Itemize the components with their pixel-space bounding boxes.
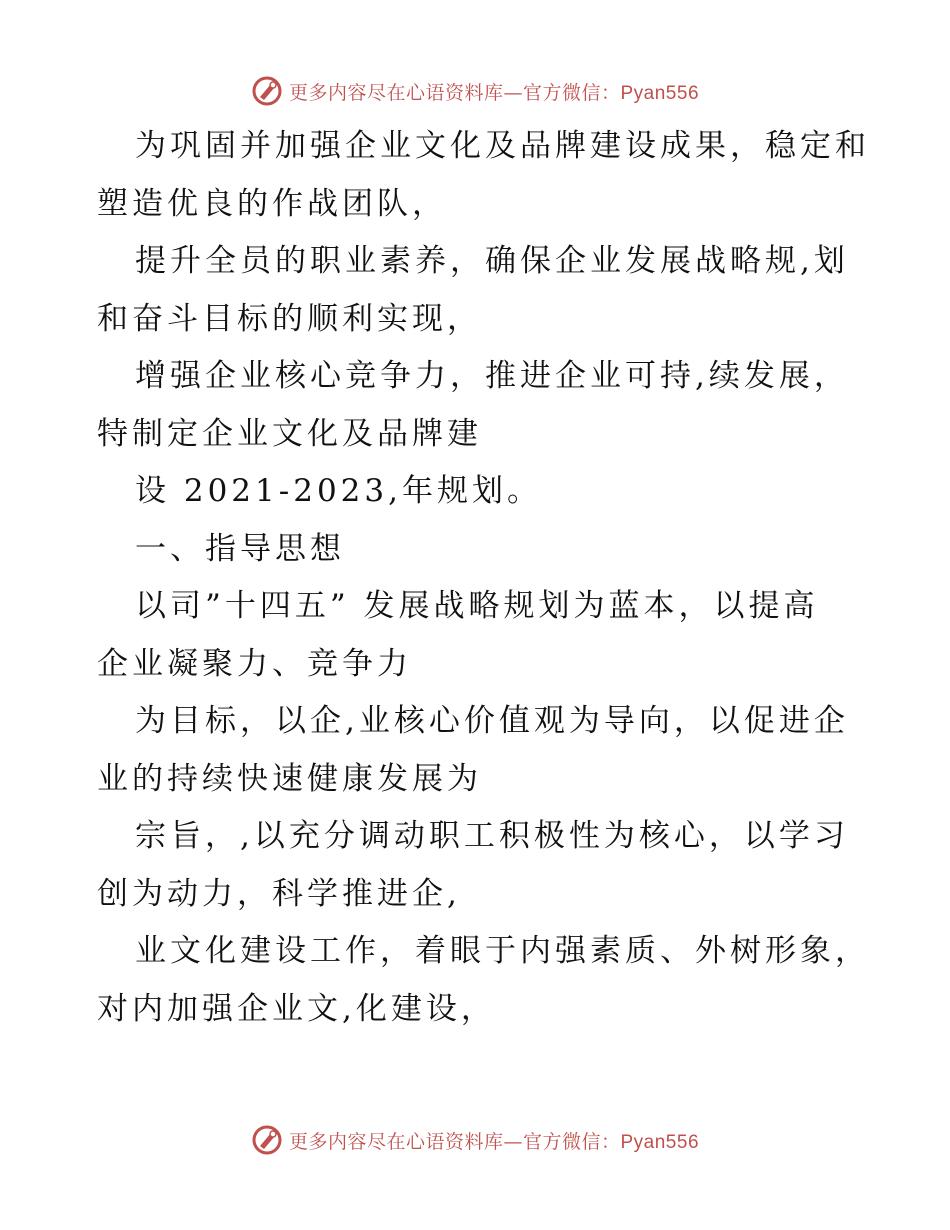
text-line: 企业凝聚力、竞争力 bbox=[97, 645, 412, 682]
text-line: 一、指导思想 bbox=[135, 530, 345, 567]
text-line: 为巩固并加强企业文化及品牌建设成果，稳定和 bbox=[135, 128, 870, 164]
text-line: 以司”十四五” 发展战略规划为蓝本，以提高 bbox=[135, 588, 819, 624]
wechat-id: Pyan556 bbox=[620, 1131, 700, 1153]
wechat-id: Pyan556 bbox=[620, 82, 700, 104]
header-banner bbox=[0, 71, 950, 111]
text-line: 增强企业核心竞争力，推进企业可持,续发展， bbox=[135, 358, 849, 394]
text-line: 业的持续快速健康发展为 bbox=[97, 760, 482, 797]
text-line: 对内加强企业文,化建设， bbox=[97, 990, 496, 1027]
text-line: 为目标，以企,业核心价值观为导向，以促进企 bbox=[135, 703, 849, 739]
text-line: 创为动力，科学推进企, bbox=[97, 875, 461, 912]
text-line: 业文化建设工作，着眼于内强素质、外树形象， bbox=[135, 933, 870, 969]
document-body bbox=[97, 118, 877, 1038]
brand-logo-icon bbox=[251, 1124, 283, 1156]
text-line: 提升全员的职业素养，确保企业发展战略规,划 bbox=[135, 243, 849, 279]
brand-logo-icon bbox=[251, 75, 283, 107]
text-line: 宗旨，,以充分调动职工积极性为核心，以学习 bbox=[135, 818, 849, 854]
banner-text: 更多内容尽在心语资料库—官方微信：Pyan556 bbox=[288, 1130, 700, 1153]
banner-text: 更多内容尽在心语资料库—官方微信：Pyan556 bbox=[288, 81, 700, 104]
text-line: 特制定企业文化及品牌建 bbox=[97, 415, 482, 452]
footer-banner bbox=[0, 1120, 950, 1160]
text-line: 塑造优良的作战团队， bbox=[97, 185, 447, 222]
text-line: 设 2021-2023,年规划。 bbox=[135, 473, 542, 509]
text-line: 和奋斗目标的顺利实现， bbox=[97, 300, 482, 337]
